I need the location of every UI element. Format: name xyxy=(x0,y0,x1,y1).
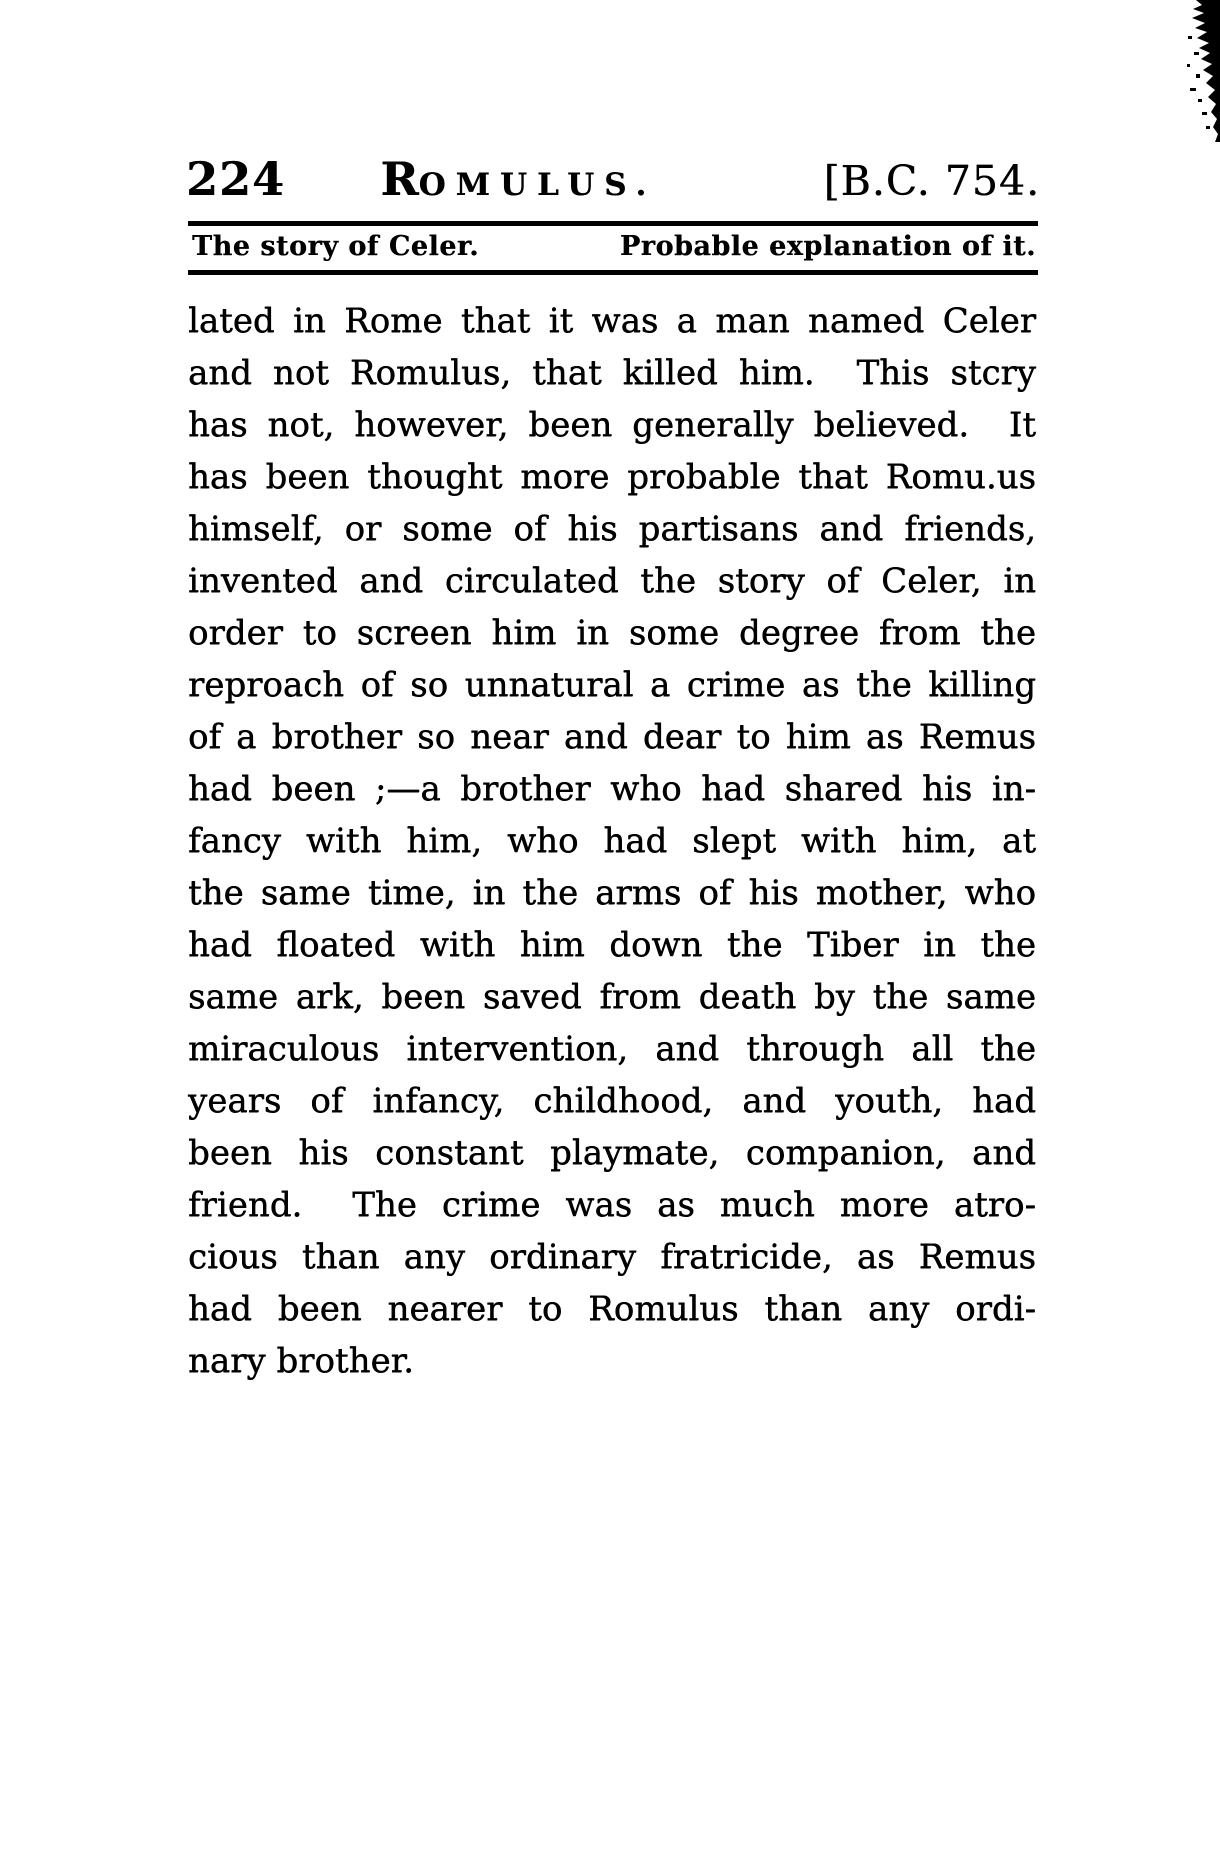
scan-noise-artifact xyxy=(1186,0,1220,142)
body-line: cious than any ordinary fratricide, as Remus xyxy=(188,1237,1036,1277)
body-line: of a brother so near and dear to him as Remus xyxy=(188,717,1036,757)
era-label: [B.C. 754. xyxy=(823,157,1040,205)
body-line: miraculous intervention, and through all the xyxy=(188,1029,1036,1069)
body-text xyxy=(188,295,1036,1387)
page-number: 224 xyxy=(186,152,286,206)
divider-rule-bottom xyxy=(188,270,1038,275)
body-line: fancy with him, who had slept with him, at xyxy=(188,821,1036,861)
body-line: invented and circulated the story of Celer, in xyxy=(188,561,1036,601)
body-line: has not, however, been generally believed. It xyxy=(188,405,1036,445)
body-line: nary brother. xyxy=(188,1341,414,1381)
running-title-initial: R xyxy=(380,152,419,206)
section-header-right: Probable explanation of it. xyxy=(619,231,1036,262)
divider-rule-top xyxy=(188,221,1038,226)
body-line: reproach of so unnatural a crime as the killing xyxy=(188,665,1036,705)
body-line: has been thought more probable that Romu.us xyxy=(188,457,1036,497)
body-line: lated in Rome that it was a man named Celer xyxy=(188,301,1036,341)
body-line: friend. The crime was as much more atro- xyxy=(188,1185,1036,1225)
body-line: and not Romulus, that killed him. This stcry xyxy=(188,353,1036,393)
body-line: same ark, been saved from death by the same xyxy=(188,977,1036,1017)
body-line: order to screen him in some degree from the xyxy=(188,613,1036,653)
running-title-rest: OMULUS. xyxy=(418,167,657,203)
running-title xyxy=(380,152,656,206)
body-line: been his constant playmate, companion, and xyxy=(188,1133,1036,1173)
body-line: had been nearer to Romulus than any ordi- xyxy=(188,1289,1036,1329)
body-line: years of infancy, childhood, and youth, had xyxy=(188,1081,1036,1121)
body-line: himself, or some of his partisans and friends, xyxy=(188,509,1036,549)
page-header xyxy=(186,152,1040,204)
body-line: the same time, in the arms of his mother, who xyxy=(188,873,1036,913)
section-headers xyxy=(192,231,1036,262)
body-line: had been ;—a brother who had shared his in- xyxy=(188,769,1036,809)
section-header-left: The story of Celer. xyxy=(192,231,480,262)
body-line: had floated with him down the Tiber in the xyxy=(188,925,1036,965)
